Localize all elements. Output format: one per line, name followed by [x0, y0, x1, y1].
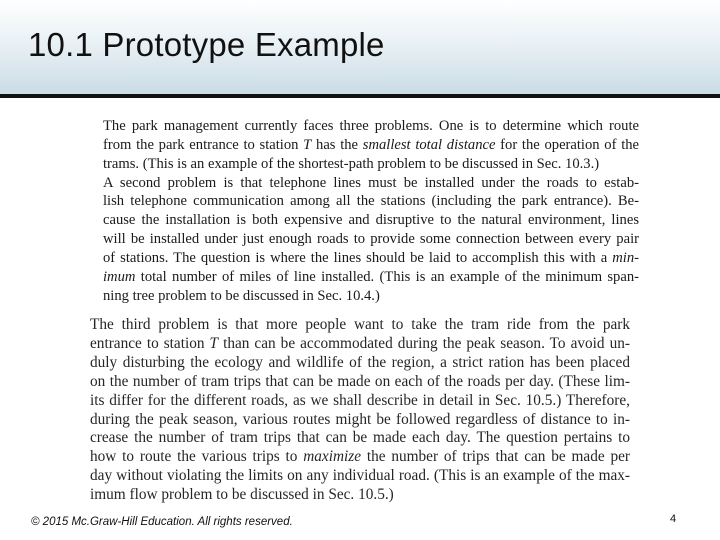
textbook-page-excerpt: [64, 110, 652, 510]
text-line: of stations. The question is where the lines should be laid to accomplish this with a min-: [103, 249, 639, 266]
paragraph-3: [64, 316, 630, 505]
text-line: imum total number of miles of line installed. (This is an example of the minimum span-: [103, 268, 639, 285]
header-divider: [0, 94, 720, 98]
italic-run: maximize: [303, 448, 361, 466]
italic-run: T: [209, 334, 219, 352]
text-block-bottom: [64, 316, 630, 505]
text-line: imum flow problem to be discussed in Sec. 10.5.): [90, 486, 394, 504]
text-line: its differ for the different roads, as we shall describe in detail in Sec. 10.5.) Therefore,: [90, 391, 630, 409]
text-line: trams. (This is an example of the shortest-path problem to be discussed in Sec. 10.3.): [103, 155, 600, 172]
italic-run: min-: [612, 249, 639, 266]
text-line: on the number of tram trips that can be made on each of the roads per day. (These lim-: [90, 372, 630, 390]
text-line: cause the installation is both expensive and disruptive to the natural environment, lines: [103, 212, 639, 229]
text-line: A second problem is that telephone lines must be installed under the roads to estab-: [103, 174, 639, 191]
text-line: crease the number of tram trips that can be made each day. The question pertains to: [90, 429, 630, 447]
slide-title: 10.1 Prototype Example: [28, 26, 385, 63]
italic-run: T: [303, 136, 312, 153]
text-line: how to route the various trips to maximize the number of trips that can be made per: [90, 448, 630, 466]
text-line: will be installed under just enough roads to provide some connection between every pair: [103, 231, 639, 248]
copyright-footer: © 2015 Mc.Graw-Hill Education. All rights reserved.: [31, 516, 293, 528]
text-line: from the park entrance to station T has the smallest total distance for the operation of the: [103, 136, 639, 153]
italic-run: smallest total distance: [362, 136, 496, 153]
paragraph-2: [75, 174, 639, 306]
text-line: lish telephone communication among all the stations (including the park entrance). Be-: [103, 193, 639, 210]
paragraph-1: [75, 117, 639, 174]
italic-run: imum: [103, 268, 136, 285]
text-line: The third problem is that more people want to take the tram ride from the park: [90, 316, 630, 333]
text-line: during the peak season, various routes might be followed regardless of distance to in-: [90, 410, 630, 428]
text-block-top: [75, 117, 639, 305]
page-number: 4: [670, 513, 677, 525]
text-line: duly disturbing the ecology and wildlife of the region, a strict ration has been placed: [90, 353, 630, 371]
text-line: ning tree problem to be discussed in Sec. 10.4.): [103, 287, 380, 304]
text-line: The park management currently faces three problems. One is to determine which route: [103, 118, 639, 134]
text-line: day without violating the limits on any individual road. (This is an example of the max-: [90, 467, 630, 485]
text-line: entrance to station T than can be accommodated during the peak season. To avoid un-: [90, 334, 630, 352]
